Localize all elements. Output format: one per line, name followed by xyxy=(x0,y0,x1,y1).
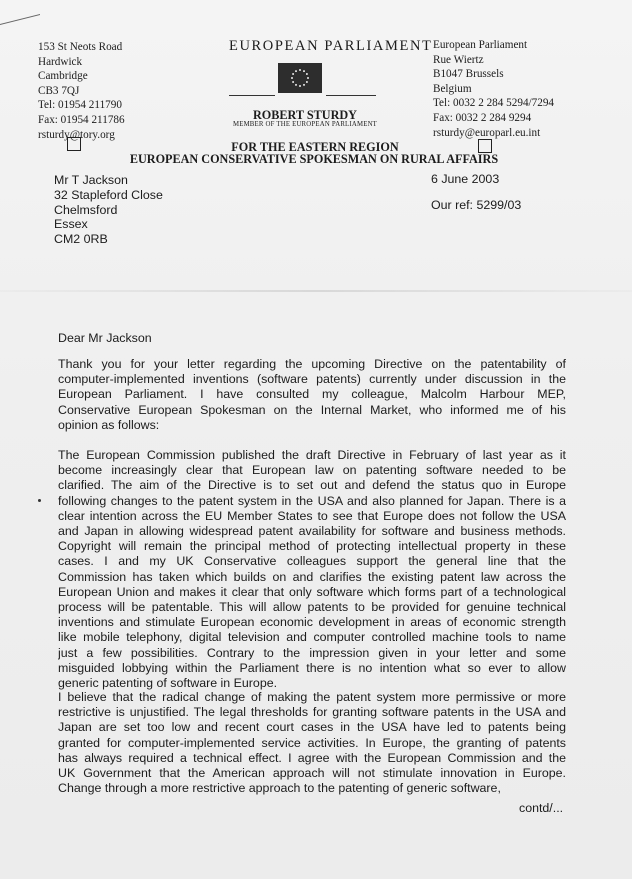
brussels-address-block xyxy=(433,38,554,140)
brussels-address-checkbox[interactable] xyxy=(478,139,492,153)
brussels-address-line: Belgium xyxy=(433,82,472,95)
body-paragraph-2 xyxy=(58,448,566,691)
uk-fax: Fax: 01954 211786 xyxy=(38,113,125,126)
body-line: opinion as follows: xyxy=(58,417,160,432)
body-paragraph-1 xyxy=(58,357,566,433)
body-line: process will be patentable. This will allow patents to be provided for genuine technical xyxy=(58,600,566,615)
margin-dot xyxy=(38,499,41,502)
brussels-fax: Fax: 0032 2 284 9294 xyxy=(433,111,532,124)
institution-name: EUROPEAN PARLIAMENT xyxy=(229,38,433,54)
brussels-address-line: Rue Wiertz xyxy=(433,53,484,66)
recipient-line: Chelmsford xyxy=(54,202,118,217)
body-line: just a few possibilities. Contrary to the impression given in your letter and some xyxy=(58,645,566,660)
body-line: granted for computer-implemented service activities. In Europe, the granting of patents xyxy=(58,735,566,750)
body-line: clarified. The aim of the Directive is to set out and defend the status quo in Europe xyxy=(58,478,566,493)
uk-phone: Tel: 01954 211790 xyxy=(38,99,122,112)
recipient-line: Essex xyxy=(54,217,88,232)
brussels-phone: Tel: 0032 2 284 5294/7294 xyxy=(433,97,555,110)
body-line: Copyright will remain the principal method of protecting intellectual property in these xyxy=(58,539,566,554)
body-line: The European Commission published the draft Directive in February of last year as it xyxy=(58,448,566,462)
body-line: restrictive is unjustified. The legal thresholds for granting software patents in the USA and xyxy=(58,705,566,720)
brussels-address-line: European Parliament xyxy=(433,39,528,51)
body-line: Change through a more restrictive approach to the patenting of generic software, xyxy=(58,781,501,796)
uk-email: rsturdy@tory.org xyxy=(38,128,115,141)
corner-mark xyxy=(0,0,40,25)
body-line: and Japan in allowing widespread patent availability for software and business methods. xyxy=(58,524,566,539)
salutation: Dear Mr Jackson xyxy=(58,331,152,345)
body-line: Conservative European Spokesman on the Internal Market, who informed me of his xyxy=(58,402,566,417)
uk-address-block xyxy=(38,40,125,142)
body-line: has always required a technical effect. I agree with the European Commission and the xyxy=(58,750,566,765)
uk-address-line: 153 St Neots Road xyxy=(38,41,123,53)
body-line: Commission has taken which builds on and clarifies the existing patent law across the xyxy=(58,569,566,584)
uk-address-line: Hardwick xyxy=(38,55,83,68)
letterhead-rule-left xyxy=(229,95,275,96)
body-line: following changes to the patent system in the USA and also planned for Japan. There is a xyxy=(58,493,566,508)
body-line: European Parliament. I have consulted my colleague, Malcolm Harbour MEP, xyxy=(58,387,566,402)
body-line: UK Government that the American approach will not stimulate innovation in Europe. xyxy=(58,766,566,781)
mep-role: MEMBER OF THE EUROPEAN PARLIAMENT xyxy=(232,121,378,128)
brussels-address-line: B1047 Brussels xyxy=(433,68,504,81)
body-line: I believe that the radical change of making the patent system more permissive or more xyxy=(58,690,566,704)
continuation-marker: contd/... xyxy=(519,801,564,815)
body-line: generic patenting of software in Europe. xyxy=(58,676,278,691)
recipient-line: Mr T Jackson xyxy=(54,173,128,187)
body-line: cases. I and my UK Conservative colleagues support the general line that the xyxy=(58,554,566,569)
body-line: Thank you for your letter regarding the upcoming Directive on the patentability of xyxy=(58,357,566,371)
uk-address-line: CB3 7QJ xyxy=(38,84,80,97)
mep-name: ROBERT STURDY xyxy=(253,108,357,122)
body-line: computer-implemented inventions (software patents) currently under discussion in the xyxy=(58,372,566,387)
body-line: European Union and makes it clear that only software which forms part of a technological xyxy=(58,584,566,599)
uk-address-line: Cambridge xyxy=(38,70,88,83)
body-paragraph-3 xyxy=(58,690,566,796)
paper-fold xyxy=(0,290,632,292)
body-line: misguided lobbying within the Parliament there is no intention what so ever to allow xyxy=(58,660,566,675)
letter-reference: Our ref: 5299/03 xyxy=(431,198,522,212)
body-line: clear intention across the EU Member States to see that Europe does not follow the USA xyxy=(58,508,566,523)
uk-address-checkbox[interactable] xyxy=(67,137,81,151)
letterhead-rule-right xyxy=(326,95,376,96)
recipient-line: CM2 0RB xyxy=(54,232,108,247)
letter-date: 6 June 2003 xyxy=(431,172,500,186)
brussels-email: rsturdy@europarl.eu.int xyxy=(433,126,541,139)
body-line: like mobile telephony, digital television and computer controlled machine tools to name xyxy=(58,630,566,645)
eu-flag-icon xyxy=(278,63,322,93)
recipient-address xyxy=(54,173,163,247)
body-line: inventions and stimulate European economic development in areas of economic strength xyxy=(58,615,566,630)
body-line: become increasingly clear that European law on patenting software needed to be xyxy=(58,463,566,478)
region-heading: FOR THE EASTERN REGION xyxy=(231,140,399,154)
body-line: Japan are set too low and recent court cases in the USA have led to patents being xyxy=(58,720,566,735)
spokesman-heading: EUROPEAN CONSERVATIVE SPOKESMAN ON RURAL AFFAIRS xyxy=(129,152,499,166)
recipient-line: 32 Stapleford Close xyxy=(54,187,163,202)
